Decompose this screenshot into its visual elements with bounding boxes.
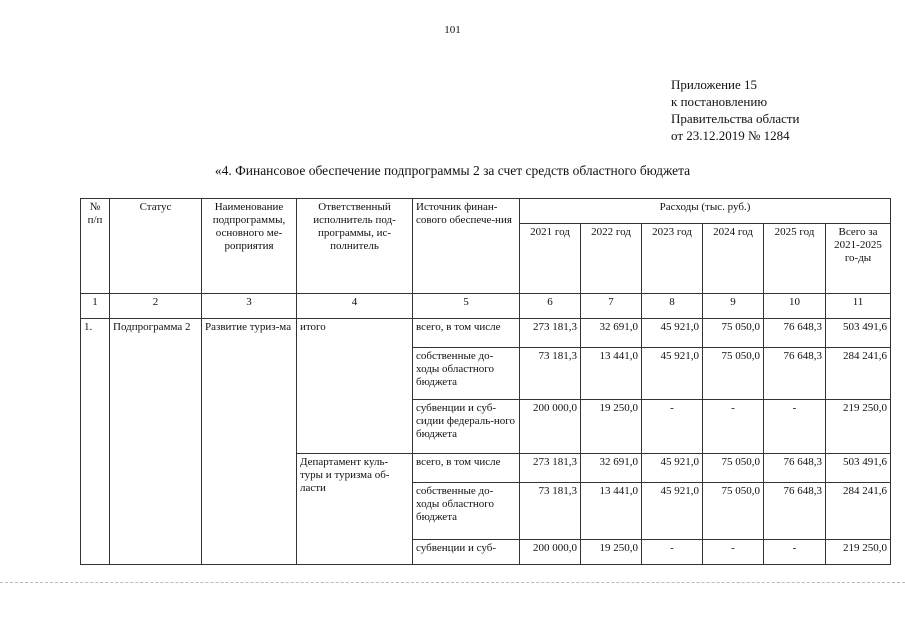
table-row [81, 319, 891, 348]
header-name: Наименование подпрограммы, основного ме-роприятия [202, 199, 297, 294]
header-year-2024: 2024 год [703, 224, 764, 294]
value-2021: 273 181,3 [520, 454, 581, 483]
appendix-line: Правительства области [671, 111, 800, 126]
value-total: 503 491,6 [826, 454, 891, 483]
column-index-row [81, 294, 891, 319]
header-status: Статус [110, 199, 202, 294]
header-source: Источник финан-сового обеспече-ния [413, 199, 520, 294]
appendix-block [671, 76, 800, 144]
value-total: 503 491,6 [826, 319, 891, 348]
page-bottom-edge [0, 582, 905, 583]
value-2022: 32 691,0 [581, 319, 642, 348]
value-2021: 273 181,3 [520, 319, 581, 348]
value-2023: 45 921,0 [642, 348, 703, 400]
value-2025: 76 648,3 [764, 348, 826, 400]
value-total: 284 241,6 [826, 483, 891, 540]
row-status: Подпрограмма 2 [110, 319, 202, 565]
value-2022: 19 250,0 [581, 540, 642, 565]
row-program-name: Развитие туриз-ма [202, 319, 297, 565]
page-number: 101 [444, 24, 461, 36]
appendix-line: к постановлению [671, 94, 768, 109]
column-index: 1 [81, 294, 110, 319]
row-source: субвенции и суб- [413, 540, 520, 565]
column-index: 10 [764, 294, 826, 319]
document-title: «4. Финансовое обеспечение подпрограммы 2 за счет средств областного бюджета [214, 163, 691, 178]
header-responsible: Ответственный исполнитель под-программы, ис-полнитель [297, 199, 413, 294]
value-2024: - [703, 540, 764, 565]
header-year-2023: 2023 год [642, 224, 703, 294]
value-2024: 75 050,0 [703, 454, 764, 483]
column-index: 5 [413, 294, 520, 319]
row-source: собственные до-ходы областного бюджета [413, 483, 520, 540]
value-2025: 76 648,3 [764, 483, 826, 540]
value-2022: 19 250,0 [581, 400, 642, 454]
header-row [81, 199, 891, 224]
column-index: 7 [581, 294, 642, 319]
value-2022: 32 691,0 [581, 454, 642, 483]
value-2022: 13 441,0 [581, 348, 642, 400]
column-index: 11 [826, 294, 891, 319]
value-2024: - [703, 400, 764, 454]
row-num: 1. [81, 319, 110, 565]
appendix-line: от 23.12.2019 № 1284 [671, 128, 790, 143]
value-2021: 73 181,3 [520, 483, 581, 540]
value-2023: - [642, 540, 703, 565]
value-2025: - [764, 540, 826, 565]
header-total: Всего за 2021-2025 го-ды [826, 224, 891, 294]
value-2023: 45 921,0 [642, 454, 703, 483]
value-2023: - [642, 400, 703, 454]
column-index: 4 [297, 294, 413, 319]
header-year-2021: 2021 год [520, 224, 581, 294]
header-expenses: Расходы (тыс. руб.) [520, 199, 891, 224]
value-2025: 76 648,3 [764, 319, 826, 348]
value-2023: 45 921,0 [642, 319, 703, 348]
value-2025: 76 648,3 [764, 454, 826, 483]
row-source: всего, в том числе [413, 454, 520, 483]
column-index: 8 [642, 294, 703, 319]
value-2021: 73 181,3 [520, 348, 581, 400]
header-year-2022: 2022 год [581, 224, 642, 294]
value-2023: 45 921,0 [642, 483, 703, 540]
column-index: 2 [110, 294, 202, 319]
value-total: 219 250,0 [826, 540, 891, 565]
value-total: 219 250,0 [826, 400, 891, 454]
appendix-line: Приложение 15 [671, 77, 758, 92]
header-year-2025: 2025 год [764, 224, 826, 294]
column-index: 9 [703, 294, 764, 319]
column-index: 3 [202, 294, 297, 319]
value-2025: - [764, 400, 826, 454]
value-2024: 75 050,0 [703, 348, 764, 400]
value-2024: 75 050,0 [703, 483, 764, 540]
value-2021: 200 000,0 [520, 400, 581, 454]
value-2021: 200 000,0 [520, 540, 581, 565]
column-index: 6 [520, 294, 581, 319]
row-responsible: итого [297, 319, 413, 454]
value-2022: 13 441,0 [581, 483, 642, 540]
value-2024: 75 050,0 [703, 319, 764, 348]
financing-table [80, 198, 891, 565]
row-source: субвенции и суб-сидии федераль-ного бюджета [413, 400, 520, 454]
value-total: 284 241,6 [826, 348, 891, 400]
row-responsible: Департамент куль-туры и туризма об-ласти [297, 454, 413, 565]
header-num: № п/п [81, 199, 110, 294]
row-source: всего, в том числе [413, 319, 520, 348]
row-source: собственные до-ходы областного бюджета [413, 348, 520, 400]
